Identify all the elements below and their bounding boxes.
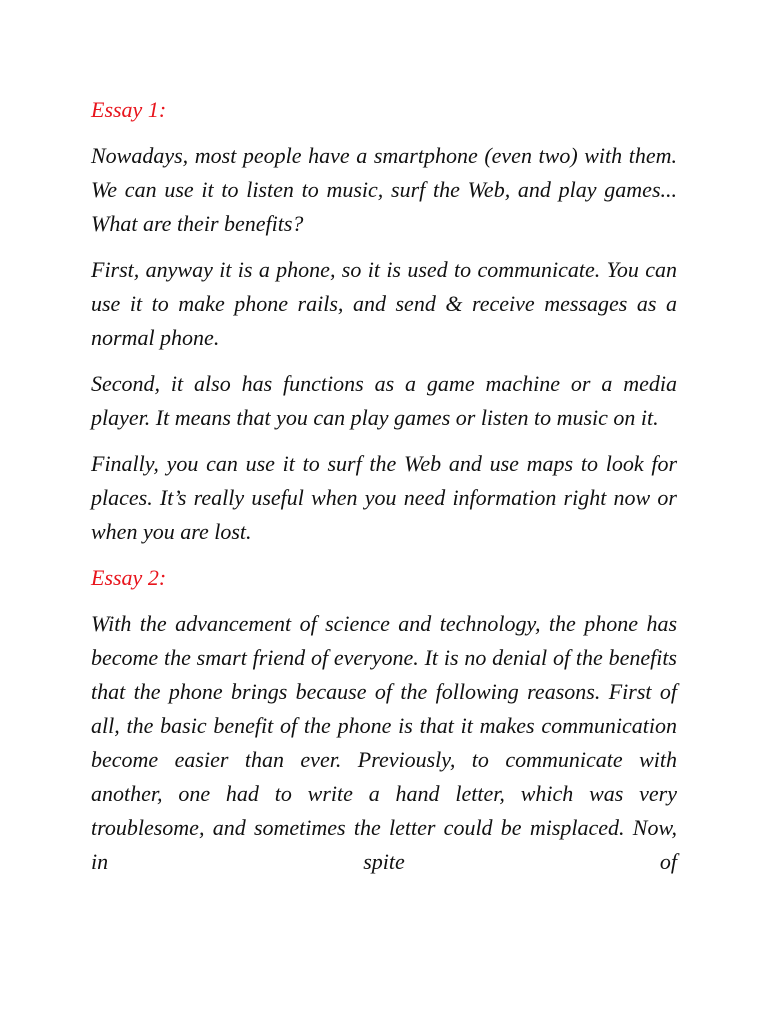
essay-1-paragraph-4: Finally, you can use it to surf the Web and use maps to look for places. It’s really useful when you need information right now or when you are lost. — [91, 451, 677, 544]
essay-1-heading: Essay 1: — [91, 97, 167, 122]
essay-1-section — [91, 93, 677, 549]
document-page — [91, 93, 677, 891]
essay-2-paragraph-1: With the advancement of science and technology, the phone has become the smart friend of everyone. It is no denial of the benefits that the phone brings because of the following reasons. First of all, the basic benefit of the phone is that it makes communication become easier than ever. Previously, to communicate with another, one had to write a hand letter, which was very troublesome, and sometimes the letter could be misplaced. Now, in spite of — [91, 611, 677, 874]
essay-1-paragraph-3: Second, it also has functions as a game machine or a media player. It means that you can play games or listen to music on it. — [91, 371, 677, 430]
essay-2-heading: Essay 2: — [91, 565, 167, 590]
essay-1-paragraph-2: First, anyway it is a phone, so it is used to communicate. You can use it to make phone rails, and send & receive messages as a normal phone. — [91, 257, 677, 350]
essay-1-paragraph-1: Nowadays, most people have a smartphone (even two) with them. We can use it to listen to music, surf the Web, and play games... What are their benefits? — [91, 143, 677, 236]
essay-2-section — [91, 561, 677, 879]
